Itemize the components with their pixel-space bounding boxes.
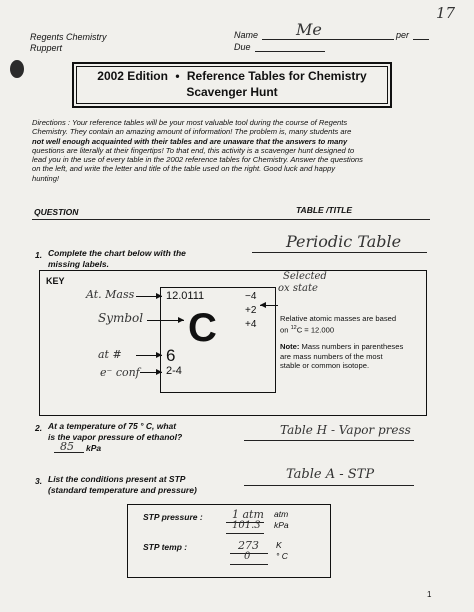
note-part: Mass numbers in parentheses (301, 342, 404, 351)
stp-p2-unit: kPa (274, 520, 289, 530)
directions-line: lead you in the use of every table in the 2002 reference tables for Chemistry. Answer the questions (32, 155, 363, 165)
hand-ox1: Selected (283, 271, 327, 282)
stp-temp-label: STP temp : (143, 542, 188, 552)
name-label: Name (234, 30, 259, 40)
q3-number: 3. (35, 476, 43, 486)
note-bold: Note: (280, 342, 300, 351)
stp-p2-blank[interactable] (226, 533, 264, 534)
key-label: KEY (46, 276, 65, 286)
q1-text (48, 248, 186, 270)
note-line (280, 342, 403, 352)
q3-answer: Table A - STP (286, 467, 375, 482)
q3-text (48, 474, 197, 496)
hand-ox2: ox state (278, 283, 318, 294)
element-ox3: +4 (245, 319, 257, 330)
element-symbol: C (188, 306, 217, 350)
hand-mass: At. Mass (86, 288, 135, 301)
directions-line: not well enough acquainted with their tables and are unaware that the answers to many (32, 136, 348, 146)
due-label: Due (234, 42, 251, 52)
directions-line: Chemistry. They contain an amazing amount of information! The problem is, many students are (32, 127, 352, 137)
teacher-label: Ruppert (30, 43, 63, 53)
note-part: C = 12.000 (296, 325, 335, 335)
element-tile (160, 287, 276, 393)
hand-atomic-number: at # (98, 348, 122, 361)
stp-pressure-label: STP pressure : (143, 512, 203, 522)
title-main: Reference Tables for Chemistry (186, 69, 367, 83)
q2-text-line: At a temperature of 75 ° C, what (48, 421, 177, 431)
hand-config: e⁻ conf (100, 366, 140, 379)
q3-answer-line[interactable] (244, 485, 414, 486)
element-ox1: −4 (245, 291, 257, 302)
note-atomic-mass (280, 314, 396, 335)
q2-text-line: is the vapor pressure of ethanol? (48, 432, 183, 442)
directions-line: Directions : Your reference tables will be your most valuable tool during the course of Regents (32, 118, 348, 127)
directions-line: on the left, and write the letter and title of the table used on the right. Good luck and happy (32, 164, 336, 174)
q2-unit: kPa (86, 443, 102, 453)
note-line (280, 324, 396, 335)
q2-answer: Table H - Vapor press (280, 423, 411, 437)
title-sub: Scavenger Hunt (186, 85, 278, 99)
binder-hole (10, 60, 24, 78)
element-config: 2-4 (166, 365, 182, 377)
note-line: stable or common isotope. (280, 361, 370, 370)
directions-line: hunting! (32, 173, 60, 183)
q3-text-line: (standard temperature and pressure) (48, 485, 197, 495)
arrow-atomic-head (156, 352, 162, 358)
course-label: Regents Chemistry (30, 32, 107, 42)
stp-p1-unit: atm (274, 509, 289, 519)
stp-t2-blank[interactable] (230, 564, 268, 565)
arrow-mass-head (156, 293, 162, 299)
title-edition: 2002 Edition (97, 69, 168, 83)
hand-symbol: Symbol (98, 311, 144, 325)
element-ox2: +2 (245, 305, 257, 316)
q1-answer: Periodic Table (286, 232, 402, 251)
arrow-ox-head (260, 302, 266, 308)
q1-text-line: Complete the chart below with the (48, 248, 186, 258)
note-mass-numbers (280, 342, 403, 371)
q2-blank-value: 85 (60, 440, 74, 453)
q2-answer-line[interactable] (244, 440, 414, 441)
page-number: 1 (427, 590, 432, 599)
name-value: Me (296, 20, 322, 39)
q1-text-line: missing labels. (48, 259, 109, 269)
directions-line: questions are literally at their fingertips! To that end, this activity is a scavenger hunt designed to (32, 145, 355, 155)
q1-answer-line[interactable] (252, 252, 427, 253)
note-line: Relative atomic masses are based (280, 314, 397, 323)
q2-number: 2. (35, 423, 43, 433)
q3-text-line: List the conditions present at STP (48, 474, 186, 484)
header-divider (32, 219, 430, 220)
per-label: per (396, 30, 410, 40)
element-mass: 12.0111 (166, 290, 205, 302)
q1-number: 1. (35, 250, 43, 260)
element-atomic-number: 6 (166, 346, 176, 365)
stp-p1-value: 1 atm (232, 508, 264, 521)
arrow-config-head (156, 369, 162, 375)
stp-t2-value: 0 (244, 551, 251, 562)
page-mark: 17 (436, 4, 456, 22)
note-part: on (280, 325, 291, 335)
arrow-symbol-head (178, 317, 184, 323)
note-line: are mass numbers of the most (280, 351, 383, 361)
title-bullet: • (175, 69, 180, 83)
directions (32, 118, 442, 183)
note-sup: 12 (290, 324, 297, 331)
due-line[interactable] (255, 51, 325, 52)
column-question: QUESTION (34, 207, 79, 217)
stp-t1-unit: K (276, 540, 282, 550)
stp-t2-unit: ° C (276, 551, 288, 561)
stp-p2-value: 101.3 (232, 520, 261, 531)
column-table: TABLE /TITLE (296, 205, 353, 215)
per-line[interactable] (413, 39, 429, 40)
name-line[interactable] (262, 39, 394, 40)
stp-t1-value: 273 (238, 539, 259, 552)
title-box (72, 62, 392, 108)
